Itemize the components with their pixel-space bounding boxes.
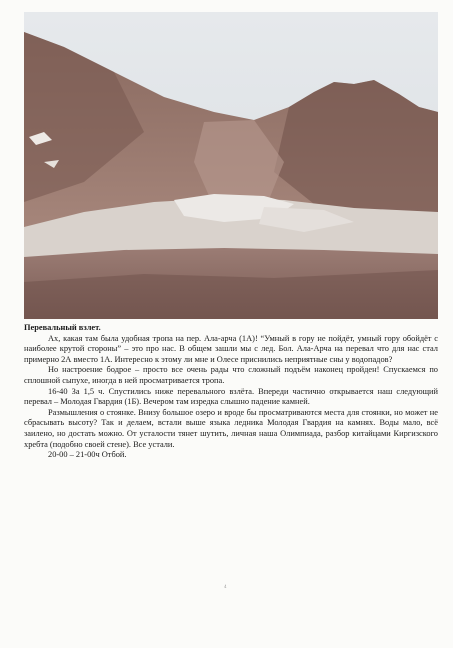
paragraph: Размышления о стоянке. Внизу большое озеро и вроде бы просматриваются места для стоянки, но может не сбрасывать высоту? Так и делаем, встали выше языка ледника Молодая Гвардия на камнях. Воды мало, всё заилено, но достать можно. От усталости тянет шутить, личная наша Олимпиада, разбор китайцами Киргизского хребта (подобно своей стене). Все устали.	[24, 407, 438, 449]
report-text	[24, 323, 438, 461]
section-heading: Перевальный взлет.	[24, 323, 101, 332]
page-number: 4	[224, 585, 227, 590]
photo-illustration	[24, 12, 438, 319]
paragraph: 20-00 – 21-00ч Отбой.	[48, 450, 127, 460]
mountain-glacier-photo	[24, 12, 438, 319]
paragraph: Ах, какая там была удобная тропа на пер. Ала-арча (1А)! “Умный в гору не пойдёт, умный гору обойдёт с наиболее крутой стороны” – это про нас. В общем зашли мы с лед. Бол. Ала-Арча на перевал что для нас стал примерно 2А вместо 1А. Интересно к этому ли мне и Олесе приснились неприятные сны у водопадов?	[24, 333, 438, 364]
paragraph: Но настроение бодрое – просто все очень рады что сложный подъём наконец пройден! Спускаемся по сплошной сыпухе, иногда в ней просматривается тропа.	[24, 365, 438, 385]
paragraph: 16-40 За 1,5 ч. Спустились ниже перевального взлёта. Впереди частично открывается наш следующий перевал – Молодая Гвардия (1Б). Вечером там изредка слышно падение камней.	[24, 386, 438, 407]
